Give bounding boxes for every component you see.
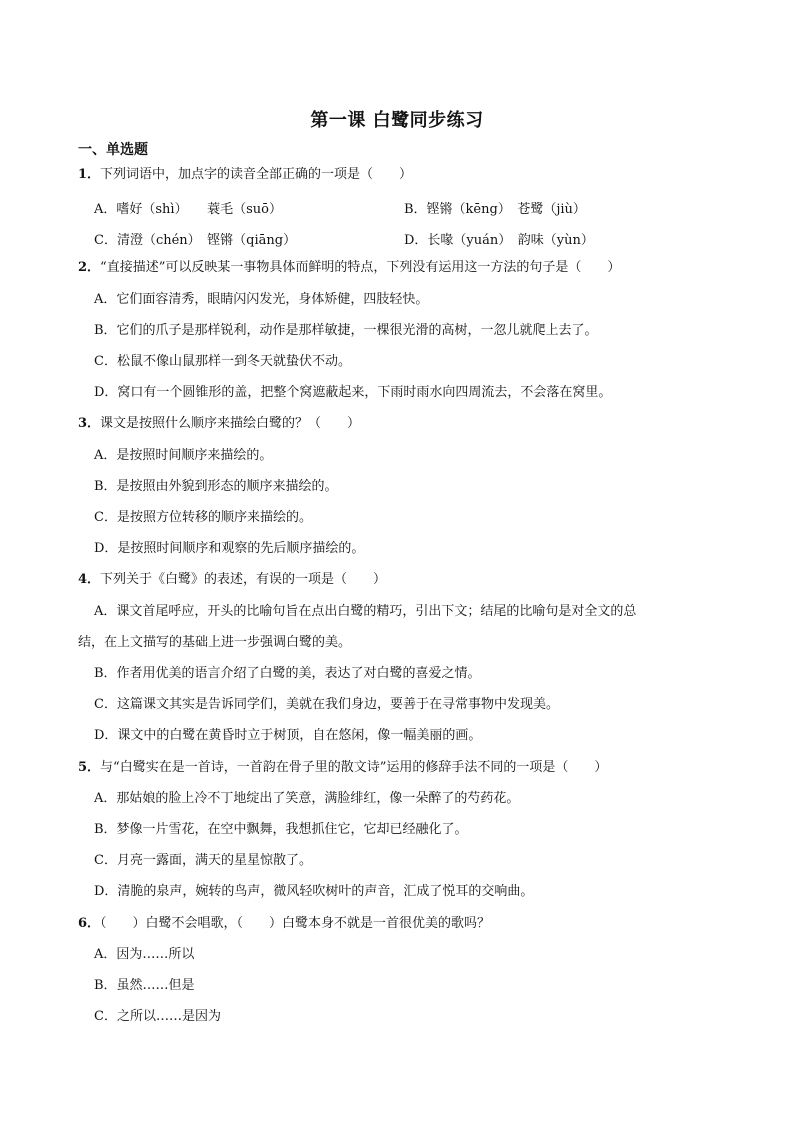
question-stem: 下列关于《白鹭》的表述，有误的一项是（ ） — [100, 572, 387, 587]
question-5 — [78, 759, 607, 777]
option-c: C．松鼠不像山鼠那样一到冬天就蛰伏不动。 — [94, 354, 351, 369]
option-d: D．是按照时间顺序和观察的先后顺序描绘的。 — [94, 541, 365, 556]
option-a: A．是按照时间顺序来描绘的。 — [94, 448, 273, 463]
option-d: D．课文中的白鹭在黄昏时立于树顶，自在悠闲，像一幅美丽的画。 — [94, 728, 482, 743]
option-a-continued: 结，在上文描写的基础上进一步强调白鹭的美。 — [78, 635, 352, 650]
question-stem: 与“白鹭实在是一首诗，一首韵在骨子里的散文诗”运用的修辞手法不同的一项是（ ） — [100, 760, 608, 775]
option-a: A．嗜好（shì） 蓑毛（suō） — [94, 202, 282, 217]
question-stem: 下列词语中，加点字的读音全部正确的一项是（ ） — [100, 167, 413, 182]
question-number: 6． — [78, 916, 101, 931]
option-c: C．月亮一露面，满天的星星惊散了。 — [94, 853, 312, 868]
option-c: C．清澄（chén） 铿锵（qiāng） — [94, 233, 297, 248]
question-number: 1． — [78, 167, 101, 182]
question-stem: （ ）白鹭不会唱歌，（ ）白鹭本身不就是一首很优美的歌吗？ — [100, 916, 491, 931]
question-2 — [78, 259, 620, 277]
option-b: B．它们的爪子是那样锐利，动作是那样敏捷，一棵很光滑的高树，一忽儿就爬上去了。 — [94, 323, 598, 338]
option-b: B．是按照由外貌到形态的顺序来描绘的。 — [94, 479, 338, 494]
question-number: 4． — [78, 572, 101, 587]
option-d: D．清脆的泉声，婉转的鸟声，微风轻吹树叶的声音，汇成了悦耳的交响曲。 — [94, 884, 534, 899]
option-c: C．这篇课文其实是告诉同学们，美就在我们身边，要善于在寻常事物中发现美。 — [94, 697, 559, 712]
option-b: B．作者用优美的语言介绍了白鹭的美，表达了对白鹭的喜爱之情。 — [94, 666, 481, 681]
option-d: D．长喙（yuán） 韵味（yùn） — [404, 233, 594, 248]
option-a: A．那姑娘的脸上冷不丁地绽出了笑意，满脸绯红，像一朵醉了的芍药花。 — [94, 791, 520, 806]
question-stem: 课文是按照什么顺序来描绘白鹭的？（ ） — [100, 416, 361, 431]
question-1 — [78, 166, 412, 184]
option-a: A．因为……所以 — [94, 947, 195, 962]
question-6 — [78, 915, 490, 933]
page-title: 第一课 白鹭同步练习 — [310, 110, 484, 131]
option-a: A．它们面容清秀，眼睛闪闪发光，身体矫健，四肢轻快。 — [94, 292, 429, 307]
question-number: 5． — [78, 760, 101, 775]
question-3 — [78, 415, 360, 433]
option-b: B．铿锵（kēng） 苍鹭（jiù） — [404, 202, 586, 217]
option-c: C．之所以……是因为 — [94, 1009, 221, 1024]
option-b: B．梦像一片雪花，在空中飘舞，我想抓住它，它却已经融化了。 — [94, 822, 468, 837]
question-stem: “直接描述”可以反映某一事物具体而鲜明的特点，下列没有运用这一方法的句子是（ ） — [100, 260, 621, 275]
option-c: C．是按照方位转移的顺序来描绘的。 — [94, 510, 312, 525]
section-heading: 一、单选题 — [78, 142, 148, 158]
option-a: A．课文首尾呼应，开头的比喻句旨在点出白鹭的精巧，引出下文；结尾的比喻句是对全文的总 — [94, 604, 637, 619]
question-4 — [78, 571, 386, 589]
question-number: 3． — [78, 416, 101, 431]
question-number: 2． — [78, 260, 101, 275]
option-b: B．虽然……但是 — [94, 978, 195, 993]
option-d: D．窝口有一个圆锥形的盖，把整个窝遮蔽起来，下雨时雨水向四周流去，不会落在窝里。 — [94, 385, 612, 400]
